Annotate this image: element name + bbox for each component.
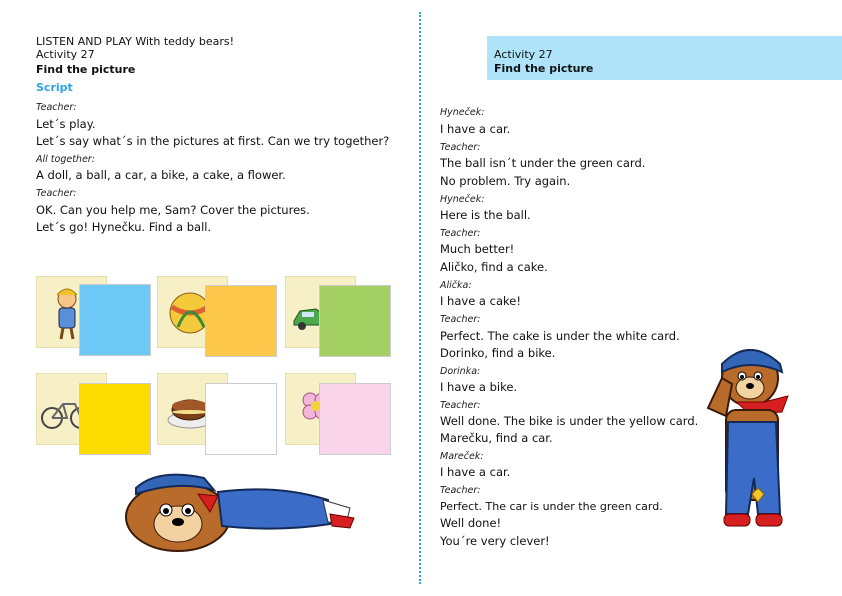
speaker-label: Teacher: xyxy=(440,485,481,496)
speaker-label: All together: xyxy=(36,154,95,165)
activity-title: Activity 27 xyxy=(494,48,553,61)
speaker-label: Dorinka: xyxy=(440,366,481,377)
speaker-label: Teacher: xyxy=(440,400,481,411)
speaker-label: Teacher: xyxy=(36,102,77,113)
script-line: Marečku, find a car. xyxy=(440,431,553,445)
page-divider xyxy=(419,12,421,584)
script-line: The ball isn´t under the green card. xyxy=(440,156,646,170)
cover-card[interactable] xyxy=(205,285,277,357)
script-line: I have a cake! xyxy=(440,294,521,308)
script-line: Here is the ball. xyxy=(440,208,531,222)
script-line: No problem. Try again. xyxy=(440,174,571,188)
speaker-label: Teacher: xyxy=(36,188,77,199)
cover-card[interactable] xyxy=(319,285,391,357)
activity-subtitle: Find the picture xyxy=(494,62,594,75)
script-line: Perfect. The car is under the green card. xyxy=(440,500,663,513)
standing-teddy-bear-illustration xyxy=(692,338,812,562)
script-line: OK. Can you help me, Sam? Cover the pictures. xyxy=(36,203,310,217)
script-line: Dorinko, find a bike. xyxy=(440,346,556,360)
speaker-label: Alička: xyxy=(440,280,472,291)
cover-card[interactable] xyxy=(319,383,391,455)
speaker-label: Teacher: xyxy=(440,142,481,153)
script-line: Let´s play. xyxy=(36,117,96,131)
script-line: Well done! xyxy=(440,516,502,530)
speaker-label: Teacher: xyxy=(440,314,481,325)
script-line: I have a car. xyxy=(440,122,511,136)
cover-card[interactable] xyxy=(79,383,151,455)
script-line: I have a car. xyxy=(440,465,511,479)
script-label: Script xyxy=(36,81,73,94)
lying-teddy-bear-illustration xyxy=(118,462,363,554)
speaker-label: Hyneček: xyxy=(440,194,485,205)
activity-subtitle: Find the picture xyxy=(36,63,136,76)
speaker-label: Mareček: xyxy=(440,451,484,462)
section-header: LISTEN AND PLAY With teddy bears! xyxy=(36,35,235,48)
script-line: A doll, a ball, a car, a bike, a cake, a flower. xyxy=(36,168,286,182)
script-line: I have a bike. xyxy=(440,380,518,394)
script-line: Let´s go! Hynečku. Find a ball. xyxy=(36,220,212,234)
script-line: Perfect. The cake is under the white card. xyxy=(440,329,680,343)
script-line: Aličko, find a cake. xyxy=(440,260,548,274)
speaker-label: Hyneček: xyxy=(440,107,485,118)
script-line: Well done. The bike is under the yellow card. xyxy=(440,414,699,428)
script-line: Much better! xyxy=(440,242,515,256)
cover-card[interactable] xyxy=(205,383,277,455)
activity-title: Activity 27 xyxy=(36,48,95,61)
script-line: Let´s say what´s in the pictures at first. Can we try together? xyxy=(36,134,390,148)
speaker-label: Teacher: xyxy=(440,228,481,239)
cover-card[interactable] xyxy=(79,284,151,356)
script-line: You´re very clever! xyxy=(440,534,550,548)
